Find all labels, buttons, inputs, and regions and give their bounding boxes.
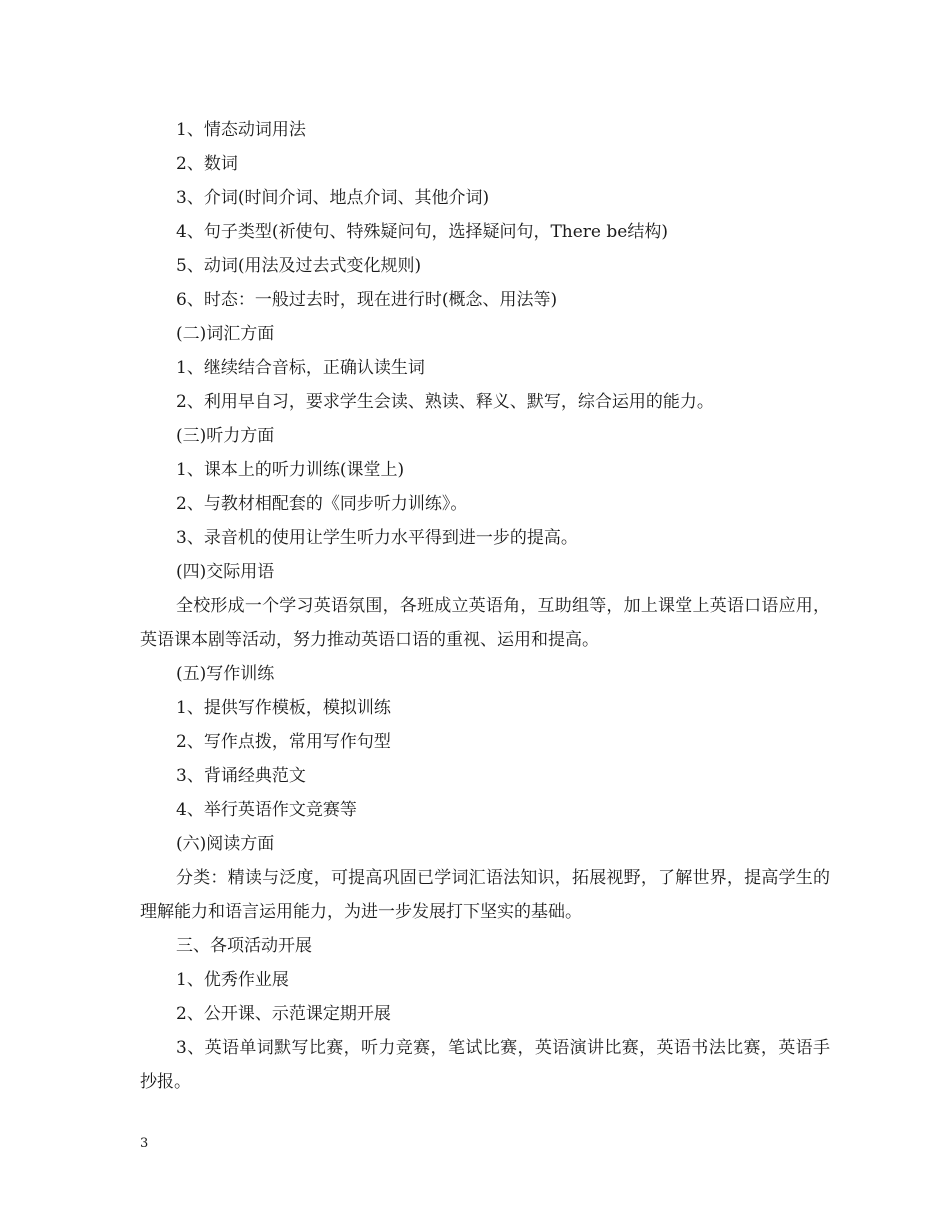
section-heading: (四)交际用语 [176,562,275,582]
section-heading: (三)听力方面 [176,426,275,446]
body-line: 1、课本上的听力训练(课堂上) [176,460,405,480]
body-line: 1、情态动词用法 [176,120,306,140]
body-line: 4、举行英语作文竞赛等 [176,800,357,820]
body-line: 3、介词(时间介词、地点介词、其他介词) [176,188,490,208]
body-line: 2、写作点拨，常用写作句型 [176,732,391,752]
body-line: 2、利用早自习，要求学生会读、熟读、释义、默写，综合运用的能力。 [176,392,714,412]
body-paragraph: 3、英语单词默写比赛，听力竞赛，笔试比赛，英语演讲比赛，英语书法比赛，英语手抄报。 [140,1038,830,1092]
body-line: 1、继续结合音标，正确认读生词 [176,358,425,378]
section-heading: (二)词汇方面 [176,324,275,344]
body-line: 3、录音机的使用让学生听力水平得到进一步的提高。 [176,528,578,548]
body-line: 3、背诵经典范文 [176,766,306,786]
section-heading: 三、各项活动开展 [176,936,312,956]
body-line: 2、公开课、示范课定期开展 [176,1004,391,1024]
body-line: 6、时态：一般过去时，现在进行时(概念、用法等) [176,290,558,310]
body-line: 5、动词(用法及过去式变化规则) [176,256,422,276]
document-body [140,113,830,1099]
body-paragraph: 全校形成一个学习英语氛围，各班成立英语角，互助组等，加上课堂上英语口语应用，英语课本剧等活动，努力推动英语口语的重视、运用和提高。 [140,596,830,650]
page-number: 3 [140,1136,149,1151]
body-line: 4、句子类型(祈使句、特殊疑问句，选择疑问句，There be结构) [176,222,668,242]
section-heading: (五)写作训练 [176,664,275,684]
section-heading: (六)阅读方面 [176,834,275,854]
body-line: 1、优秀作业展 [176,970,289,990]
body-line: 2、数词 [176,154,238,174]
body-line: 2、与教材相配套的《同步听力训练》。 [176,494,468,514]
body-line: 1、提供写作模板，模拟训练 [176,698,391,718]
body-paragraph: 分类：精读与泛度，可提高巩固已学词汇语法知识，拓展视野，了解世界，提高学生的理解能力和语言运用能力，为进一步发展打下坚实的基础。 [140,868,830,922]
